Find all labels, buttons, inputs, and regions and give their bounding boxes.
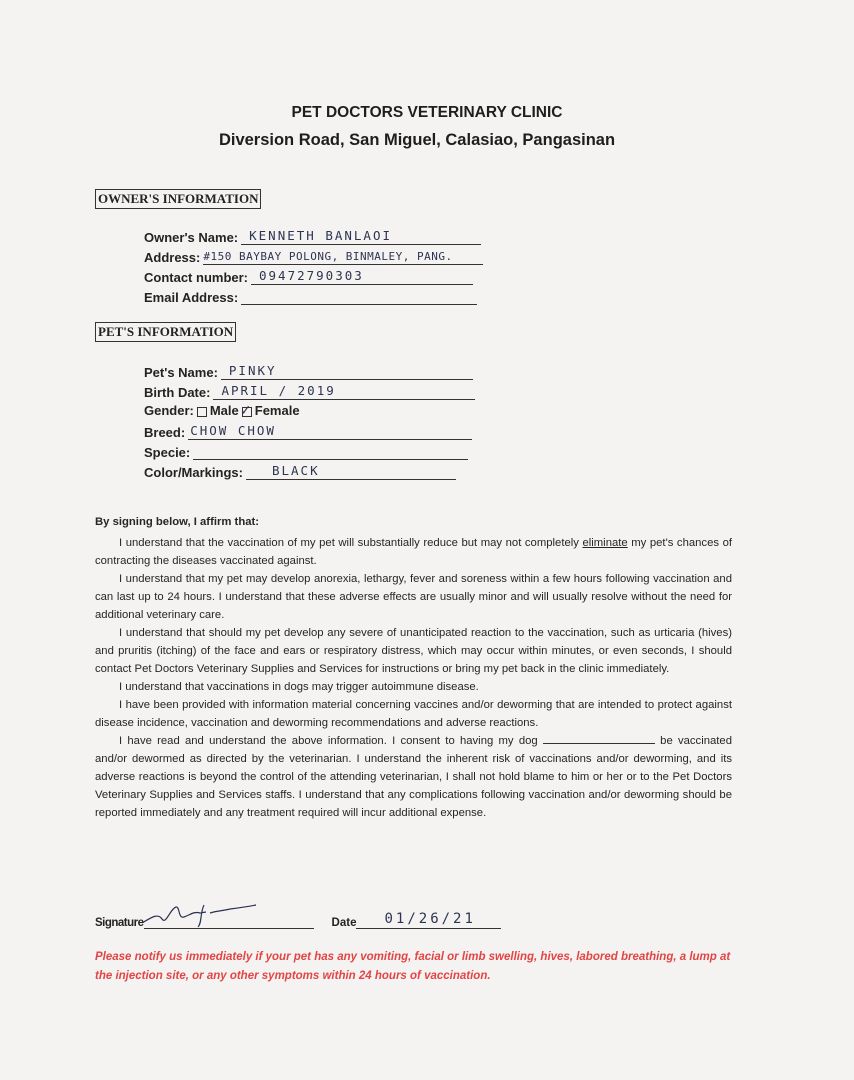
clinic-name: PET DOCTORS VETERINARY CLINIC xyxy=(291,104,563,121)
owner-name-value: KENNETH BANLAOI xyxy=(249,228,393,243)
owner-email-row xyxy=(144,288,477,305)
date-field[interactable] xyxy=(356,912,501,929)
consent-paragraph: I have been provided with information material concerning vaccines and/or deworming that are intended to protect against disease incidence, vaccination and deworming recommendations and adverse reactions. xyxy=(95,699,732,729)
symptom-notice: Please notify us immediately if your pet has any vomiting, facial or limb swelling, hives, labored breathing, a lump at the injection site, or any other symptoms within 24 hours of vaccination. xyxy=(95,951,731,982)
pet-gender-label: Gender: xyxy=(144,403,194,418)
consent-p6-text-end: be vaccinated and/or dewormed as directed by the veterinarian. I understand the inherent risk of vaccinations and/or deworming, and its adverse reactions is beyond the control of the attending veterinarian, I shall not hold blame to him or her or to the Pet Doctors Veterinary Supplies and Services staffs. I understand that any complications following vaccination and/or deworming should be reported immediately and any treatment required will incur additional expense. xyxy=(95,735,732,819)
consent-text xyxy=(95,534,732,822)
signature-field[interactable] xyxy=(144,912,314,929)
pet-specie-label: Specie: xyxy=(144,445,191,460)
pet-breed-value: CHOW CHOW xyxy=(190,423,276,438)
pet-birth-field[interactable] xyxy=(213,383,475,400)
date-label: Date xyxy=(331,917,357,929)
owner-contact-value: 09472790303 xyxy=(259,268,364,283)
affirm-heading: By signing below, I affirm that: xyxy=(95,516,260,528)
checkmark-icon: ✓ xyxy=(239,403,252,419)
pet-name-row xyxy=(144,363,473,380)
consent-paragraph xyxy=(95,732,732,822)
owner-address-label: Address: xyxy=(144,250,201,265)
owner-name-label: Owner's Name: xyxy=(144,230,239,245)
consent-paragraph: I understand that should my pet develop any severe of unanticipated reaction to the vaccination, such as urticaria (hives) and pruritis (itching) of the face and ears or respiratory distress, which may occur within minutes, or even seconds, I should contact Pet Doctors Veterinary Supplies and Services for instructions or bring my pet back in the clinic immediately. xyxy=(95,627,732,675)
pet-breed-field[interactable] xyxy=(188,423,472,440)
dog-name-blank[interactable] xyxy=(543,733,655,744)
owner-address-field[interactable] xyxy=(203,248,483,265)
pet-color-value: BLACK xyxy=(271,463,320,478)
consent-paragraph: I understand that my pet may develop anorexia, lethargy, fever and soreness within a few hours following vaccination and can last up to 24 hours. I understand that these adverse effects are usually minor and will usually resolve without the need for additional veterinary care. xyxy=(95,573,732,621)
consent-paragraph: I understand that vaccinations in dogs may trigger autoimmune disease. xyxy=(119,681,479,693)
pet-name-label: Pet's Name: xyxy=(144,365,218,380)
pet-birth-value: APRIL / 2019 xyxy=(221,383,336,398)
owner-email-field[interactable] xyxy=(241,288,477,305)
pet-color-label: Color/Markings: xyxy=(144,465,243,480)
consent-p1-text-end: my pet's chances of contracting the diseases vaccinated against. xyxy=(95,537,732,567)
consent-p1-text: I understand that the vaccination of my pet will substantially reduce but may not completely xyxy=(119,537,579,549)
owner-name-field[interactable] xyxy=(241,228,481,245)
pet-name-value: PINKY xyxy=(228,363,277,378)
owner-name-row xyxy=(144,228,481,245)
consent-p6-text: I have read and understand the above information. I consent to having my dog xyxy=(119,735,543,747)
pet-color-row xyxy=(144,463,456,480)
consent-paragraph xyxy=(95,534,732,570)
pet-name-field[interactable] xyxy=(221,363,473,380)
consent-p1-underlined: eliminate xyxy=(582,537,628,549)
gender-female-label: Female xyxy=(254,403,300,418)
pet-gender-row xyxy=(144,403,300,418)
pet-breed-label: Breed: xyxy=(144,425,186,440)
pet-section-heading: PET'S INFORMATION xyxy=(95,322,236,342)
owner-email-label: Email Address: xyxy=(144,290,239,305)
owner-section-heading: OWNER'S INFORMATION xyxy=(95,189,261,209)
date-value: 01/26/21 xyxy=(384,911,476,927)
gender-male-checkbox[interactable] xyxy=(197,407,207,417)
clinic-address: Diversion Road, San Miguel, Calasiao, Pangasinan xyxy=(218,131,616,149)
pet-specie-row xyxy=(144,443,468,460)
owner-contact-label: Contact number: xyxy=(144,270,248,285)
owner-contact-row xyxy=(144,268,473,285)
signature-scribble xyxy=(140,899,260,931)
gender-male-label: Male xyxy=(209,403,239,418)
pet-birth-label: Birth Date: xyxy=(144,385,211,400)
owner-contact-field[interactable] xyxy=(251,268,473,285)
owner-address-value: #150 BAYBAY POLONG, BINMALEY, PANG. xyxy=(203,250,453,263)
pet-breed-row xyxy=(144,423,472,440)
pet-specie-field[interactable] xyxy=(193,443,468,460)
pet-birth-row xyxy=(144,383,475,400)
pet-color-field[interactable] xyxy=(246,463,456,480)
signature-row xyxy=(95,912,501,929)
gender-female-checkbox[interactable] xyxy=(239,403,252,419)
owner-address-row xyxy=(144,248,483,265)
signature-label: Signature xyxy=(95,917,144,929)
